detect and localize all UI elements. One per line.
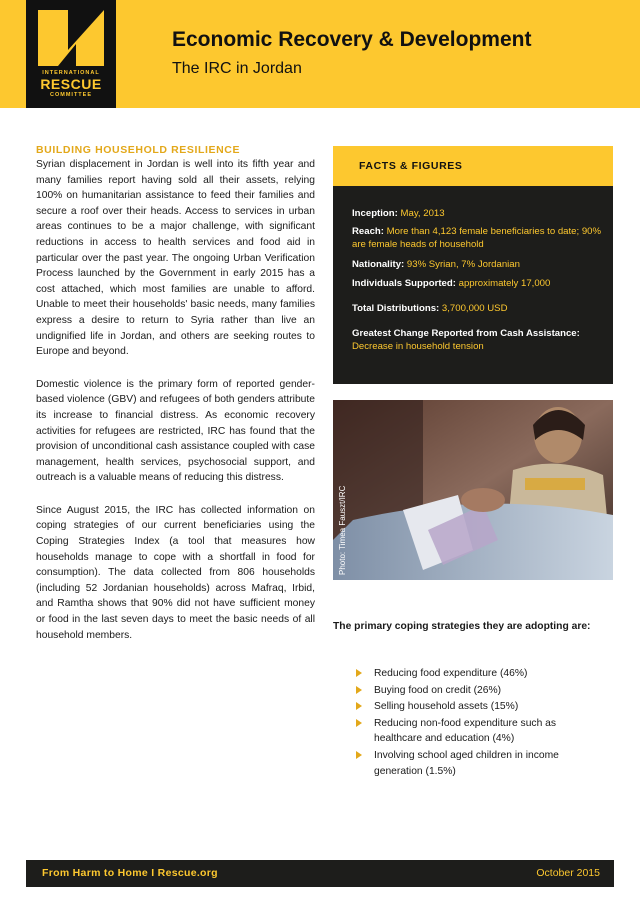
irc-logo[interactable] xyxy=(26,0,116,108)
bullet-arrow-icon xyxy=(356,669,362,677)
logo-text-international: INTERNATIONAL xyxy=(42,70,100,76)
fact-value: Decrease in household tension xyxy=(352,341,484,352)
fact-label: Inception: xyxy=(352,208,401,219)
fact-label: Greatest Change Reported from Cash Assistance: xyxy=(352,328,580,339)
bullet-arrow-icon xyxy=(356,719,362,727)
facts-figures-box xyxy=(333,146,613,384)
body-paragraph: Since August 2015, the IRC has collected information on coping strategies of our current beneficiaries using the Coping Strategies Index (a tool that measures how households manage to cope with a shortfall in food for consumption). The data collected from 806 households (including 52 Jordanian households) across Mafraq, Irbid, and Ramtha shows that 90% did not have sufficient money or food in the last seven days to meet the basic needs of all household members. xyxy=(36,504,315,641)
fact-label: Nationality: xyxy=(352,259,407,270)
body-paragraph: Syrian displacement in Jordan is well into its fifth year and many families report having sold all their assets, relying 100% on humanitarian assistance to feed their families and secure a roof over their heads. Access to services in urban areas continues to be a major challenge, with significant reductions in access to health services and food aid in particular over the past year. The ongoing Urban Verification Process launched by the Government in early 2015 has a cost attached, which most families are unable to afford. Unable to meet their households' basic needs, many families express a desire to return to Syria rather than live an undignified life in Jordan, and others are seeking routes to Europe and beyond. xyxy=(36,159,315,358)
fact-value: May, 2013 xyxy=(400,208,445,219)
fact-value: 3,700,000 USD xyxy=(441,303,508,314)
list-item xyxy=(356,748,606,779)
fact-label: Individuals Supported: xyxy=(352,278,459,289)
coping-intro: The primary coping strategies they are adopting are: xyxy=(333,621,591,632)
page-subtitle: The IRC in Jordan xyxy=(172,60,302,77)
fact-label: Reach: xyxy=(352,226,387,237)
fact-inception xyxy=(352,207,604,220)
fact-value: approximately 17,000 xyxy=(458,278,551,289)
list-item-text: Selling household assets (15%) xyxy=(374,701,519,713)
fact-label: Total Distributions: xyxy=(352,303,442,314)
facts-title: FACTS & FIGURES xyxy=(359,160,463,172)
facts-header xyxy=(333,146,613,186)
bullet-arrow-icon xyxy=(356,751,362,759)
list-item xyxy=(356,699,606,715)
list-item xyxy=(356,666,606,682)
body-paragraph: Domestic violence is the primary form of reported gender-based violence (GBV) and refugees of both genders attribute its increase to financial distress. As economic recovery activities for refugees are restricted, IRC has found that the provision of unconditional cash assistance coupled with case management, health services, psychosocial support, and outreach is a valuable means of reducing this distress. xyxy=(36,378,315,484)
footer-bar xyxy=(26,860,614,887)
list-item xyxy=(356,683,606,699)
fact-individuals xyxy=(352,277,604,290)
bullet-arrow-icon xyxy=(356,702,362,710)
logo-text-rescue: RESCUE xyxy=(40,76,102,92)
page-title: Economic Recovery & Development xyxy=(172,28,532,51)
list-item-text: Buying food on credit (26%) xyxy=(374,684,502,696)
fact-reach xyxy=(352,225,604,251)
main-column xyxy=(36,144,315,660)
list-item xyxy=(356,716,606,747)
bullet-arrow-icon xyxy=(356,686,362,694)
footer-date: October 2015 xyxy=(536,867,600,879)
coping-list xyxy=(356,666,606,780)
irc-logo-mark-icon xyxy=(38,10,104,66)
cash-distribution-photo xyxy=(333,400,613,580)
fact-greatest-change xyxy=(352,327,604,353)
list-item-text: Reducing non-food expenditure such as healthcare and education (4%) xyxy=(374,717,557,745)
photo-credit: Photo: Timea Fauszt/IRC xyxy=(338,485,347,575)
fact-distributions xyxy=(352,302,604,315)
list-item-text: Involving school aged children in income generation (1.5%) xyxy=(374,749,559,777)
section-heading: BUILDING HOUSEHOLD RESILIENCE xyxy=(36,144,241,156)
fact-value: 93% Syrian, 7% Jordanian xyxy=(406,259,520,270)
logo-text-committee: COMMITTEE xyxy=(50,92,92,98)
fact-nationality xyxy=(352,258,604,271)
list-item-text: Reducing food expenditure (46%) xyxy=(374,668,528,679)
fact-value: More than 4,123 female beneficiaries to date; 90% are female heads of household xyxy=(352,226,602,250)
footer-website-link[interactable]: From Harm to Home I Rescue.org xyxy=(42,867,218,879)
